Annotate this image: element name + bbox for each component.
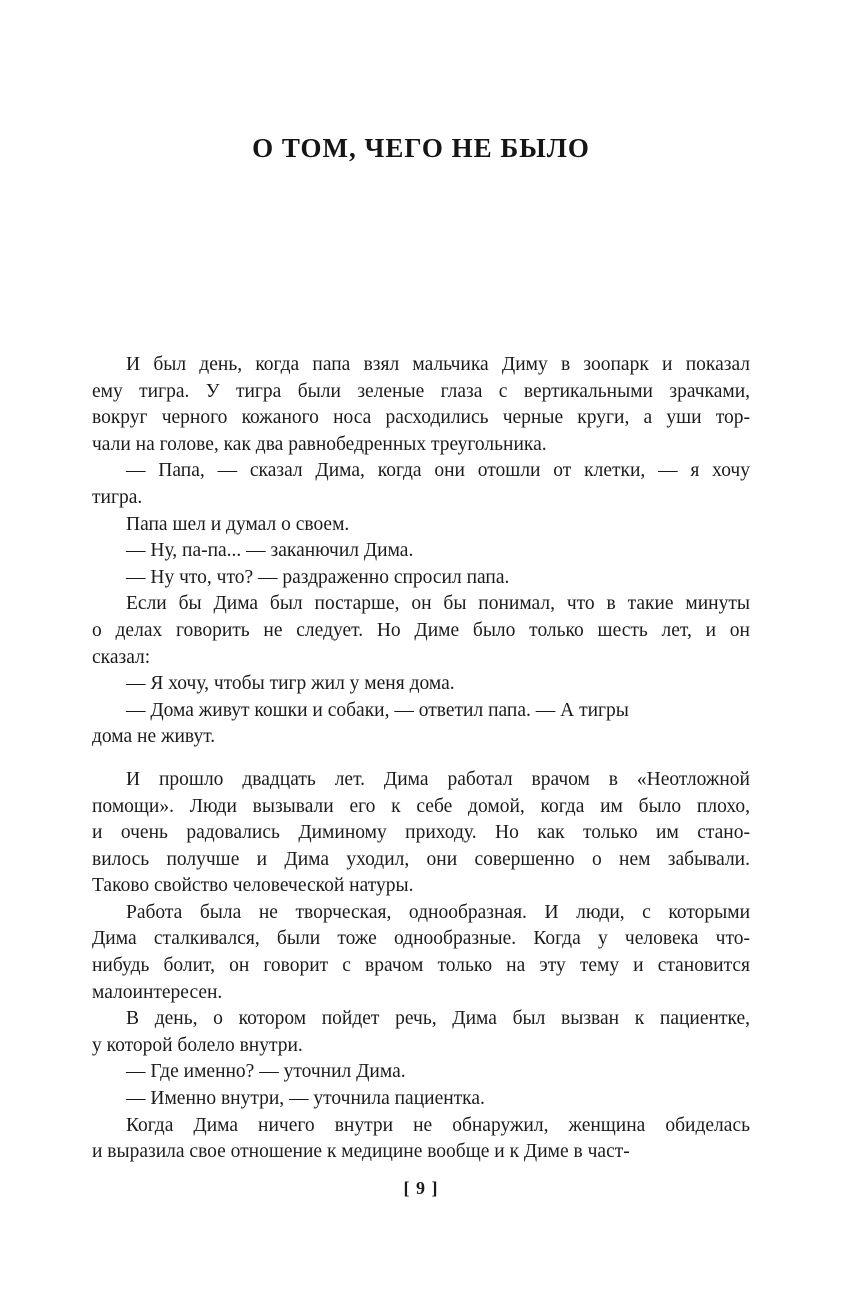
text-line: малоинтересен. <box>92 981 223 1003</box>
text-line: вилось получше и Дима уходил, они совершенно о нем забывали. <box>92 848 750 870</box>
text-line: — Где именно? — уточнил Дима. <box>126 1061 406 1083</box>
paragraph <box>92 458 750 511</box>
paragraph <box>92 591 750 671</box>
text-line: Работа была не творческая, однообразная. И люди, с которыми <box>126 901 750 923</box>
text-line: и очень радовались Диминому приходу. Но как только им стано- <box>92 822 750 844</box>
text-line: Когда Дима ничего внутри не обнаружил, женщина обиделась <box>126 1114 750 1136</box>
paragraph <box>92 565 750 592</box>
text-line: И был день, когда папа взял мальчика Диму в зоопарк и показал <box>126 354 750 375</box>
paragraph <box>92 538 750 565</box>
text-line: ему тигра. У тигра были зеленые глаза с вертикальными зрачками, <box>92 380 750 402</box>
text-line: вокруг черного кожаного носа расходились черные круги, а уши тор- <box>92 407 750 429</box>
paragraph <box>92 698 750 751</box>
text-line: о делах говорить не следует. Но Диме было только шесть лет, и он <box>92 619 750 641</box>
text-column <box>92 0 750 1299</box>
text-line: Папа шел и думал о своем. <box>126 513 350 535</box>
paragraph <box>92 1113 750 1166</box>
text-line: И прошло двадцать лет. Дима работал врачом в «Неотложной <box>126 768 750 790</box>
body-text <box>92 352 750 1166</box>
paragraph <box>92 767 750 900</box>
paragraph <box>92 352 750 458</box>
text-line: помощи». Люди вызывали его к себе домой, когда им было плохо, <box>92 795 750 817</box>
text-line: — Ну, па-па... — заканючил Дима. <box>126 540 414 562</box>
text-line: у которой болело внутри. <box>92 1034 303 1056</box>
chapter-title: О ТОМ, ЧЕГО НЕ БЫЛО <box>252 133 590 163</box>
text-line: Таково свойство человеческой натуры. <box>92 875 414 897</box>
paragraph <box>92 1006 750 1059</box>
paragraph <box>92 671 750 698</box>
text-line: — Именно внутри, — уточнила пациентка. <box>126 1088 485 1110</box>
text-line: нибудь болит, он говорит с врачом только на эту тему и становится <box>92 955 750 977</box>
paragraph <box>92 1059 750 1086</box>
text-line: Если бы Дима был постарше, он бы понимал, что в такие минуты <box>126 593 750 615</box>
text-line: и выразила свое отношение к медицине вообще и к Диме в част- <box>92 1141 630 1163</box>
text-line: — Ну что, что? — раздраженно спросил папа. <box>126 566 510 588</box>
text-line: чали на голове, как два равнобедренных треугольника. <box>92 433 547 455</box>
paragraph <box>92 512 750 539</box>
text-line: — Папа, — сказал Дима, когда они отошли от клетки, — я хочу <box>126 460 750 482</box>
text-line: Дима сталкивался, были тоже однообразные. Когда у человека что- <box>92 928 750 950</box>
text-line: сказал: <box>92 646 151 668</box>
page-number: [ 9 ] <box>403 1178 439 1198</box>
paragraph <box>92 1086 750 1113</box>
text-line: В день, о котором пойдет речь, Дима был вызван к пациентке, <box>126 1008 750 1030</box>
text-line: — Я хочу, чтобы тигр жил у меня дома. <box>126 673 455 695</box>
text-line: тигра. <box>92 486 143 508</box>
text-line: дома не живут. <box>92 726 216 748</box>
text-line: — Дома живут кошки и собаки, — ответил папа. — А тигры <box>126 699 629 721</box>
paragraph <box>92 900 750 1006</box>
